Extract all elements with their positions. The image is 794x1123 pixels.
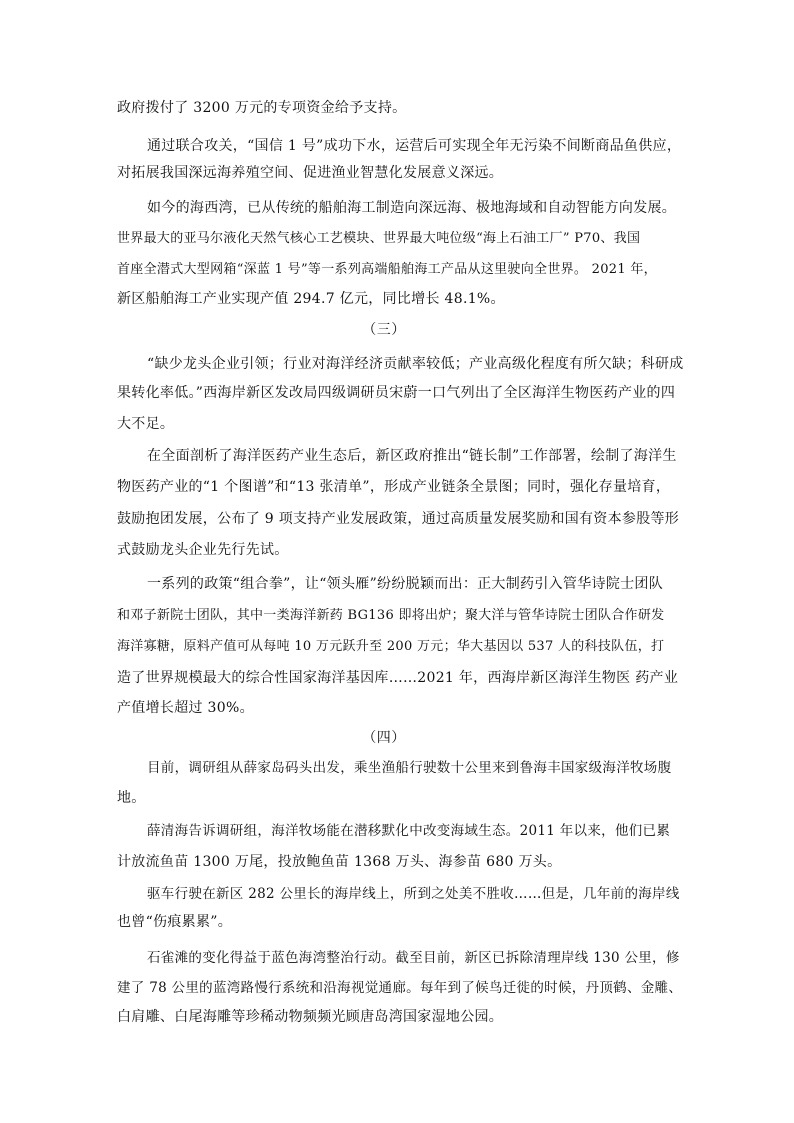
text-line: 首座全潜式大型网箱“深蓝 1 号”等一系列高端船舶海工产品从这里驶向全世界。 2021 年， <box>117 262 657 277</box>
text-line: 对拓展我国深远海养殖空间、促进渔业智慧化发展意义深远。 <box>117 165 504 181</box>
text-line: 计放流鱼苗 1300 万尾，投放鲍鱼苗 1368 万头、海参苗 680 万头。 <box>117 854 562 870</box>
text-line: 建了 78 公里的蓝湾路慢行系统和沿海视觉通廊。每年到了候鸟迁徙的时候，丹顶鹤、金雕、 <box>117 980 683 996</box>
text-line: 世界最大的亚马尔液化天然气核心工艺模块、世界最大吨位级“海上石油工厂” P70、我国 <box>117 231 641 246</box>
text-line: 海洋寡糖，原料产值可从每吨 10 万元跃升至 200 万元；华大基因以 537 人的科技队伍，打 <box>117 639 665 654</box>
section-heading: （三） <box>362 322 406 338</box>
text-line: 和邓子新院士团队，其中一类海洋新药 BG136 即将出炉；聚大洋与管华诗院士团队合作研发 <box>117 608 665 623</box>
text-line: 地。 <box>117 790 146 806</box>
text-line: “缺少龙头企业引领；行业对海洋经济贡献率较低；产业高级化程度有所欠缺；科研成 <box>147 356 684 372</box>
text-line: 式鼓励龙头企业先行先试。 <box>117 542 289 558</box>
text-line: 物医药产业的“1 个图谱”和“13 张清单”，形成产业链条全景图；同时，强化存量培育， <box>117 479 671 495</box>
text-line: 石雀滩的变化得益于蓝色海湾整治行动。截至目前，新区已拆除清理岸线 130 公里，修 <box>147 950 680 966</box>
text-line: 目前，调研组从薛家岛码头出发，乘坐渔船行驶数十公里来到鲁海丰国家级海洋牧场腹 <box>147 760 672 776</box>
text-line: 一系列的政策“组合拳”，让“领头雁”纷纷脱颖而出：正大制药引入管华诗院士团队 <box>147 576 664 592</box>
text-line: 通过联合攻关，“国信 1 号”成功下水，运营后可实现全年无污染不间断商品鱼供应， <box>147 138 682 154</box>
text-line: 鼓励抱团发展，公布了 9 项支持产业发展政策，通过高质量发展奖励和国有资本参股等形 <box>117 511 680 527</box>
text-line: 如今的海西湾，已从传统的船舶海工制造向深远海、极地海域和自动智能方向发展。 <box>147 200 677 216</box>
text-line: 果转化率低。”西海岸新区发改局四级调研员宋蔚一口气列出了全区海洋生物医药产业的四 <box>117 385 676 401</box>
text-line: 造了世界规模最大的综合性国家海洋基因库……2021 年，西海岸新区海洋生物医 药产业 <box>117 670 679 686</box>
text-line: 政府拨付了 3200 万元的专项资金给予支持。 <box>117 100 407 116</box>
text-line: 薛清海告诉调研组，海洋牧场能在潜移默化中改变海域生态。2011 年以来，他们已累 <box>147 823 671 839</box>
text-line: 白肩雕、白尾海雕等珍稀动物频频光顾唐岛湾国家湿地公园。 <box>117 1009 504 1025</box>
text-line: 驱车行驶在新区 282 公里长的海岸线上，所到之处美不胜收……但是，几年前的海岸线 <box>147 886 680 902</box>
text-line: 新区船舶海工产业实现产值 294.7 亿元，同比增长 48.1%。 <box>117 291 505 307</box>
text-line: 在全面剖析了海洋医药产业生态后，新区政府推出“链长制”工作部署，绘制了海洋生 <box>147 448 677 464</box>
text-line: 大不足。 <box>117 416 175 432</box>
text-line: 产值增长超过 30%。 <box>117 700 254 716</box>
text-line: 也曾“伤痕累累”。 <box>117 914 233 930</box>
section-heading: （四） <box>362 730 406 746</box>
